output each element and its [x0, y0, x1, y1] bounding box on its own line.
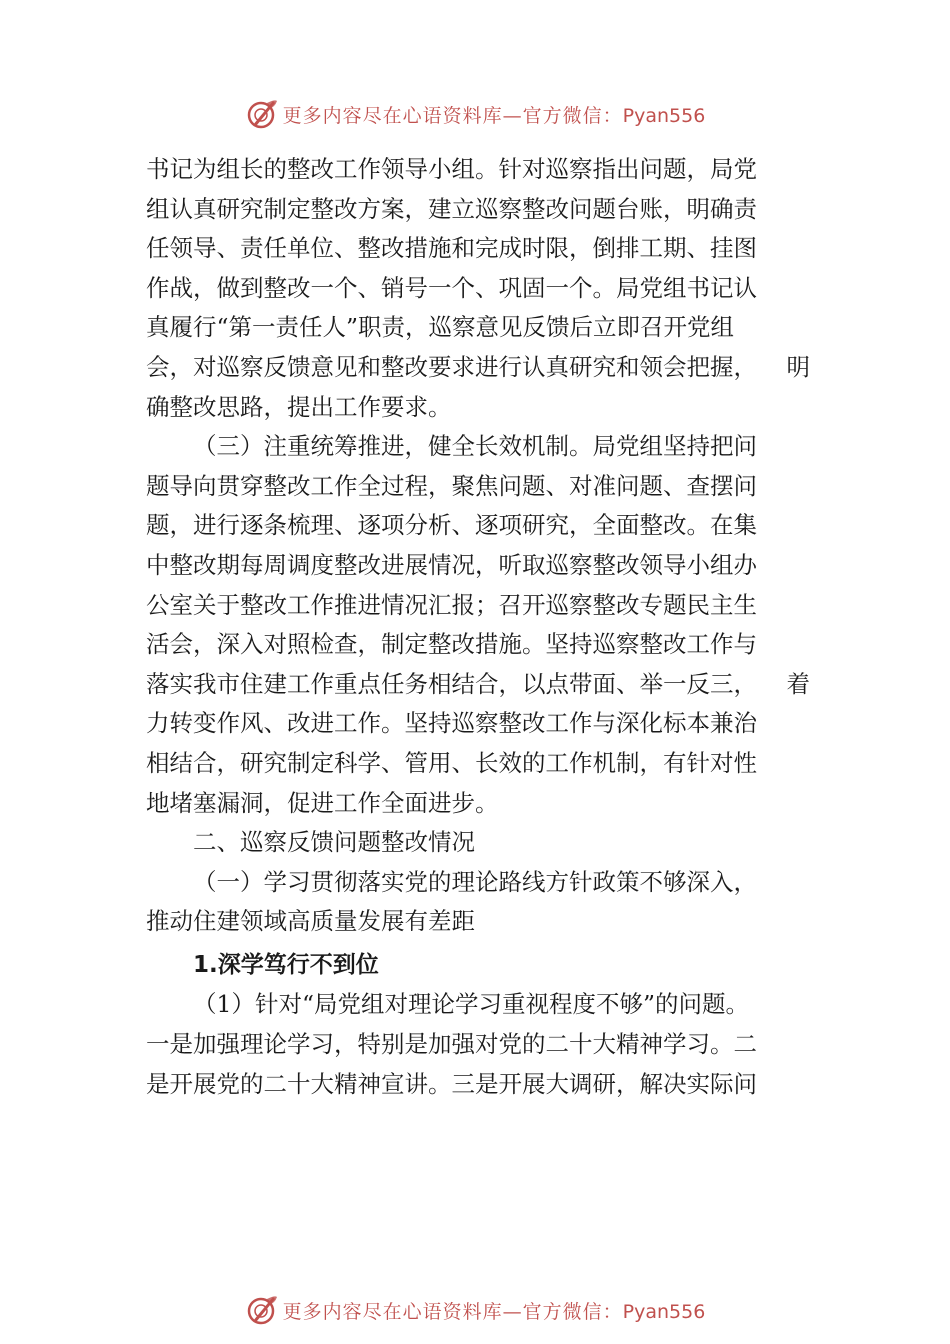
- text-line: 作战，做到整改一个、销号一个、巩固一个。局党组书记认: [146, 273, 757, 302]
- subsection-heading-1: （一）学习贯彻落实党的理论路线方针政策不够深入，: [193, 867, 757, 896]
- text-line: 真履行“第一责任人”职责，巡察意见反馈后立即召开党组: [146, 313, 735, 342]
- text-line: [146, 348, 810, 388]
- text-line: 题，进行逐条梳理、逐项分析、逐项研究，全面整改。在集: [146, 511, 757, 540]
- text-line: （1）针对“局党组对理论学习重视程度不够”的问题。: [193, 990, 749, 1019]
- text-segment: 明: [786, 352, 810, 381]
- text-line: 题导向贯穿整改工作全过程，聚焦问题、对准问题、查摆问: [146, 471, 757, 500]
- text-line: 任领导、责任单位、整改措施和完成时限，倒排工期、挂图: [146, 234, 757, 263]
- text-line: 推动住建领域高质量发展有差距: [146, 907, 475, 936]
- text-segment: 着: [786, 669, 810, 698]
- text-line: 是开展党的二十大精神宣讲。三是开展大调研，解决实际问: [146, 1069, 757, 1098]
- text-line: 力转变作风、改进工作。坚持巡察整改工作与深化标本兼治: [146, 709, 757, 738]
- text-line: 书记为组长的整改工作领导小组。针对巡察指出问题，局党: [146, 155, 757, 183]
- text-line: 地堵塞漏洞，促进工作全面进步。: [146, 788, 499, 817]
- section-heading-3: （三）注重统筹推进，健全长效机制。局党组坚持把问: [193, 432, 757, 461]
- text-segment: 会，对巡察反馈意见和整改要求进行认真研究和领会把握，: [146, 352, 757, 381]
- watermark-header: [0, 94, 950, 134]
- text-line: 一是加强理论学习，特别是加强对党的二十大精神学习。二: [146, 1030, 757, 1059]
- text-line: 活会，深入对照检查，制定整改措施。坚持巡察整改工作与: [146, 630, 757, 659]
- quill-seal-logo-icon: [245, 97, 279, 131]
- watermark-footer: [0, 1290, 950, 1330]
- watermark-text: 更多内容尽在心语资料库—官方微信：Pyan556: [282, 104, 706, 127]
- bold-heading-1: 1.深学笃行不到位: [193, 951, 379, 978]
- quill-seal-logo-icon: [245, 1293, 279, 1327]
- section-heading-2: 二、巡察反馈问题整改情况: [193, 828, 475, 857]
- document-body: [146, 150, 810, 1104]
- text-line: 相结合，研究制定科学、管用、长效的工作机制，有针对性: [146, 748, 757, 777]
- text-line: [146, 665, 810, 705]
- text-segment: 落实我市住建工作重点任务相结合，以点带面、举一反三，: [146, 669, 757, 698]
- watermark-text: 更多内容尽在心语资料库—官方微信：Pyan556: [282, 1300, 706, 1323]
- text-line: 中整改期每周调度整改进展情况，听取巡察整改领导小组办: [146, 550, 757, 579]
- text-line: 公室关于整改工作推进情况汇报；召开巡察整改专题民主生: [146, 590, 757, 619]
- text-line: 组认真研究制定整改方案，建立巡察整改问题台账，明确责: [146, 194, 757, 223]
- text-line: 确整改思路，提出工作要求。: [146, 392, 452, 421]
